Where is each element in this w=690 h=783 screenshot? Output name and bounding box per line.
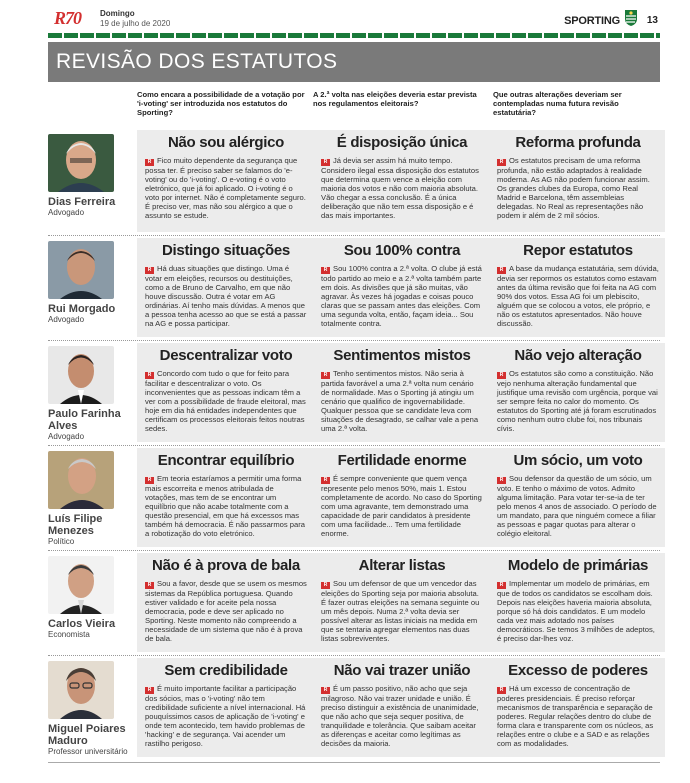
date-text: 19 de julho de 2020 (100, 19, 171, 28)
record-bullet-icon: R (145, 267, 154, 274)
answer-card (489, 553, 665, 652)
record-bullet-icon: R (497, 582, 506, 589)
portrait-photo (48, 451, 114, 509)
answer-text: É sempre conveniente que quem vença represente pelo menos 50%, mais 1. Estou completamente de acordo. No caso do Sporting com uma agravante, tem demonstrado uma capacidade de parir candidatos à presidente com uma facilidade... Tem uma fertilidade enorme. (321, 474, 482, 539)
person-miguel-poiares-maduro (48, 661, 130, 757)
answer-card (313, 238, 489, 337)
portrait-photo (48, 346, 114, 404)
answer-card (137, 658, 313, 757)
answer-title: Sem credibilidade (164, 662, 288, 679)
page-number: 13 (646, 15, 658, 26)
answer-title: Modelo de primárias (507, 557, 649, 574)
answer-card (137, 130, 313, 232)
answer-text: É muito importante facilitar a participação dos sócios, mas o 'i-voting' não tem credibilidade suficiente a nível internacional. Há pouquíssimos casos de aplicação de 'i-voting' e onde tem acontecido, tem havido problemas de 'hacking' e de segurança. Vai acender um rastilho perigoso. (145, 684, 306, 749)
answer-card (313, 130, 489, 232)
answer-card (489, 448, 665, 547)
answer-title: Excesso de poderes (508, 662, 648, 679)
answer-title: Alterar listas (358, 557, 446, 574)
answer-title: Não vai trazer união (333, 662, 471, 679)
answer-text: Tenho sentimentos mistos. Não seria à partida favorável a uma 2.ª volta num cenário de normalidade. Mas o Sporting já atingiu um cenário que qualifico de ingovernabilidade. Qualquer pessoa que se candidate leva com situações de desagrado, se calhar vale a pena uma 2.ª volta. (321, 369, 479, 434)
person-role: Economista (48, 630, 90, 639)
question-1: Como encara a possibilidade de a votação por 'i-voting' ser introduzida nos estatutos do Sporting? (137, 90, 305, 117)
question-2: A 2.ª volta nas eleições deveria estar prevista nos regulamentos eleitorais? (313, 90, 477, 108)
portrait-photo (48, 661, 114, 719)
person-luis-filipe-menezes (48, 451, 130, 547)
portrait-photo (48, 556, 114, 614)
answer-text: Há um excesso de concentração de poderes presidenciais. É preciso reforçar mecanismos de transparência e separação de poderes. Regular relações dentro do clube de forma clara e transparente com os núcleos, as relações entre o clube e a SAD e as relações com as modalidades. (497, 684, 654, 749)
answer-title: Sou 100% contra (343, 242, 461, 259)
answer-title: Um sócio, um voto (513, 452, 643, 469)
page-title: REVISÃO DOS ESTATUTOS (56, 50, 338, 73)
section-name: SPORTING (564, 15, 620, 27)
row-divider (48, 655, 660, 656)
person-role: Advogado (48, 315, 85, 324)
record-bullet-icon: R (145, 159, 154, 166)
record-bullet-icon: R (497, 687, 506, 694)
person-role: Advogado (48, 432, 85, 441)
person-name: Paulo Farinha Alves (48, 408, 121, 432)
row-divider (48, 340, 660, 341)
answer-title: É disposição única (336, 134, 468, 151)
answer-title: Não sou alérgico (167, 134, 285, 151)
person-role: Político (48, 537, 75, 546)
person-name: Carlos Vieira (48, 618, 116, 630)
answer-card (313, 658, 489, 757)
row-divider (48, 550, 660, 551)
record-bullet-icon: R (145, 477, 154, 484)
answer-card (137, 448, 313, 547)
section-banner (48, 42, 660, 82)
answer-card (313, 448, 489, 547)
record-bullet-icon: R (321, 267, 330, 274)
sporting-crest-icon (624, 9, 638, 27)
header-rule (48, 33, 660, 38)
answer-title: Reforma profunda (515, 134, 641, 151)
answer-title: Distingo situações (162, 242, 290, 259)
record-bullet-icon: R (321, 582, 330, 589)
record-bullet-icon: R (145, 687, 154, 694)
answer-text: Sou um defensor de que um vencedor das eleições do Sporting seja por maioria absoluta. É fazer outras eleições na semana seguinte ou um mês depois. Numa 2.ª volta devia ser possível alterar as listas iniciais na medida em que se tentaria agregar elementos nas duas listas sobreviventes. (321, 579, 480, 644)
person-name: Rui Morgado (48, 303, 116, 315)
portrait-photo (48, 134, 114, 192)
record-bullet-icon: R (321, 477, 330, 484)
answer-title: Repor estatutos (523, 242, 633, 259)
answer-title: Não vejo alteração (514, 347, 642, 364)
answer-card (489, 130, 665, 232)
answer-title: Encontrar equilíbrio (157, 452, 295, 469)
answer-card (137, 553, 313, 652)
answer-text: Em teoria estaríamos a permitir uma forma mais escorreita e menos atribulada de votações, mas tem de se encontrar um equilíbrio que não acabe totalmente com a questão presencial, em que há excessos mas também há democracia. É não passarmos para a robotização do voto eletrónico. (145, 474, 305, 539)
answer-text: Implementar um modelo de primárias, em que de todos os candidatos se escolham dois. Depois nas eleições haveria maioria absoluta, porque só há dois candidatos. E um modelo cada vez mais adotado nos países democráticos. Se temos 3 milhões de adeptos, é preciso dar-lhes voz. (497, 579, 655, 644)
portrait-photo (48, 241, 114, 299)
record-bullet-icon: R (497, 372, 506, 379)
row-divider (48, 235, 660, 236)
newspaper-logo: R70 (54, 8, 82, 28)
person-paulo-farinha-alves (48, 346, 130, 442)
issue-date (100, 9, 170, 29)
person-name: Luís Filipe Menezes (48, 513, 103, 537)
weekday: Domingo (100, 9, 135, 18)
person-carlos-vieira (48, 556, 130, 640)
answer-text: Já devia ser assim há muito tempo. Considero ilegal essa disposição dos estatutos que determina quem vence a eleição com maioria dos votos e não com maioria absoluta. Vão chegar a essa conclusão. É a única deliberação que não tem essa disposição e é das mais importantes. (321, 156, 479, 221)
answer-title: Descentralizar voto (159, 347, 293, 364)
answer-text: É um passo positivo, não acho que seja milagroso. Não vai trazer unidade e união. É preciso distinguir a existência de unanimidade, que não acho que seja sequer positiva, de tranquilidade e tolerância. Que saibam aceitar as diferenças e aceitar como legítimas as decisões da maioria. (321, 684, 479, 749)
answer-card (313, 553, 489, 652)
answer-text: Sou defensor da questão de um sócio, um voto. E tenho o máximo de votos. Admito alguma limitação. Para votar ter-se-ia de ter pelo menos 4 anos de associado. O período de um mandato, para que ninguém comece a filiar as pessoas e pagar quotas para alterar o colégio eleitoral. (497, 474, 657, 539)
answer-text: Concordo com tudo o que for feito para facilitar e descentralizar o voto. Os inconvenientes que as pessoas indicam têm a ver com a possibilidade de fraude eleitoral, mas hoje em dia há entidades independentes que certificam os processos eleitorais feitos noutras sedes. (145, 369, 306, 434)
answer-card (489, 658, 665, 757)
person-rui-morgado (48, 241, 130, 325)
answer-card (489, 238, 665, 337)
answer-card (137, 238, 313, 337)
record-bullet-icon: R (497, 267, 506, 274)
person-role: Advogado (48, 208, 85, 217)
footer-rule (48, 762, 660, 763)
record-bullet-icon: R (145, 582, 154, 589)
record-bullet-icon: R (497, 477, 506, 484)
answer-card (489, 343, 665, 442)
answer-text: Sou a favor, desde que se usem os mesmos sistemas da República portuguesa. Quando estiver validado e for aceite pela nossa democracia, pode e deve ser aplicado no Sporting. Neste momento não compreendo a necessidade de um sistema que não é à prova de bala. (145, 579, 307, 644)
person-name: Dias Ferreira (48, 196, 116, 208)
answer-card (313, 343, 489, 442)
person-role: Professor universitário (48, 747, 128, 756)
masthead (48, 6, 660, 36)
answer-text: Sou 100% contra a 2.ª volta. O clube já está todo partido ao meio e a 2.ª volta também parte em dois. As divisões que já são muitas, vão agravar. Às vezes há jogadas e coisas pouco claras que se passam antes das eleições. Com uma segunda volta, então, façam ideia... Sou totalmente contra. (321, 264, 482, 329)
answer-text: Os estatutos precisam de uma reforma profunda, não estão adaptados à realidade moderna. As AG não podem funcionar assim. Os grandes clubes da Europa, como Real Madrid e Barcelona, têm assembleias delegadas. No Real as representações não podem ir além de 2 mil sócios. (497, 156, 650, 221)
answer-text: Há duas situações que distingo. Uma é votar em eleições, recursos ou destituições, como a de Bruno de Carvalho, em que não houve discussão. Outra é votar em AG ordinárias. Aí tenho mais dúvidas. A menos que a pessoa tenha acesso ao que se está a passar na AG e possa participar. (145, 264, 307, 329)
row-divider (48, 445, 660, 446)
answer-title: Sentimentos mistos (333, 347, 471, 364)
answer-text: Fico muito dependente da segurança que possa ter. É preciso saber se falamos do 'e-voting' ou do 'i-voting'. O e-voting é o voto eletrónico, que já foi aplicado. O i-voting é o voto por internet. Não é completamente seguro. É preciso ver, mas não sou alérgico a que o assunto se estude. (145, 156, 306, 221)
person-dias-ferreira (48, 134, 130, 218)
question-3: Que outras alterações deveriam ser contempladas numa futura revisão estatutária? (493, 90, 622, 117)
person-name: Miguel Poiares Maduro (48, 723, 126, 747)
answer-title: Não é à prova de bala (152, 557, 300, 574)
answer-card (137, 343, 313, 442)
answer-title: Fertilidade enorme (337, 452, 467, 469)
record-bullet-icon: R (321, 372, 330, 379)
answer-text: A base da mudança estatutária, sem dúvida, devia ser repormos os estatutos como estavam antes da última revisão que foi feita na AG com 90% dos votos. Essa AG foi um plebiscito, alguém que se colocou a votos, ele próprio, e não os estatutos apresentados. Não houve discussão. (497, 264, 659, 329)
record-bullet-icon: R (497, 159, 506, 166)
record-bullet-icon: R (321, 159, 330, 166)
record-bullet-icon: R (145, 372, 154, 379)
answer-text: Os estatutos são como a constituição. Não vejo nenhuma alteração fundamental que justifique uma revisão com urgência, porque vai ser sempre feita no calor do momento. Os estatutos do Sporting até já foram escrutinados como nenhum outro clube foi, nos tribunais cívis. (497, 369, 658, 434)
record-bullet-icon: R (321, 687, 330, 694)
